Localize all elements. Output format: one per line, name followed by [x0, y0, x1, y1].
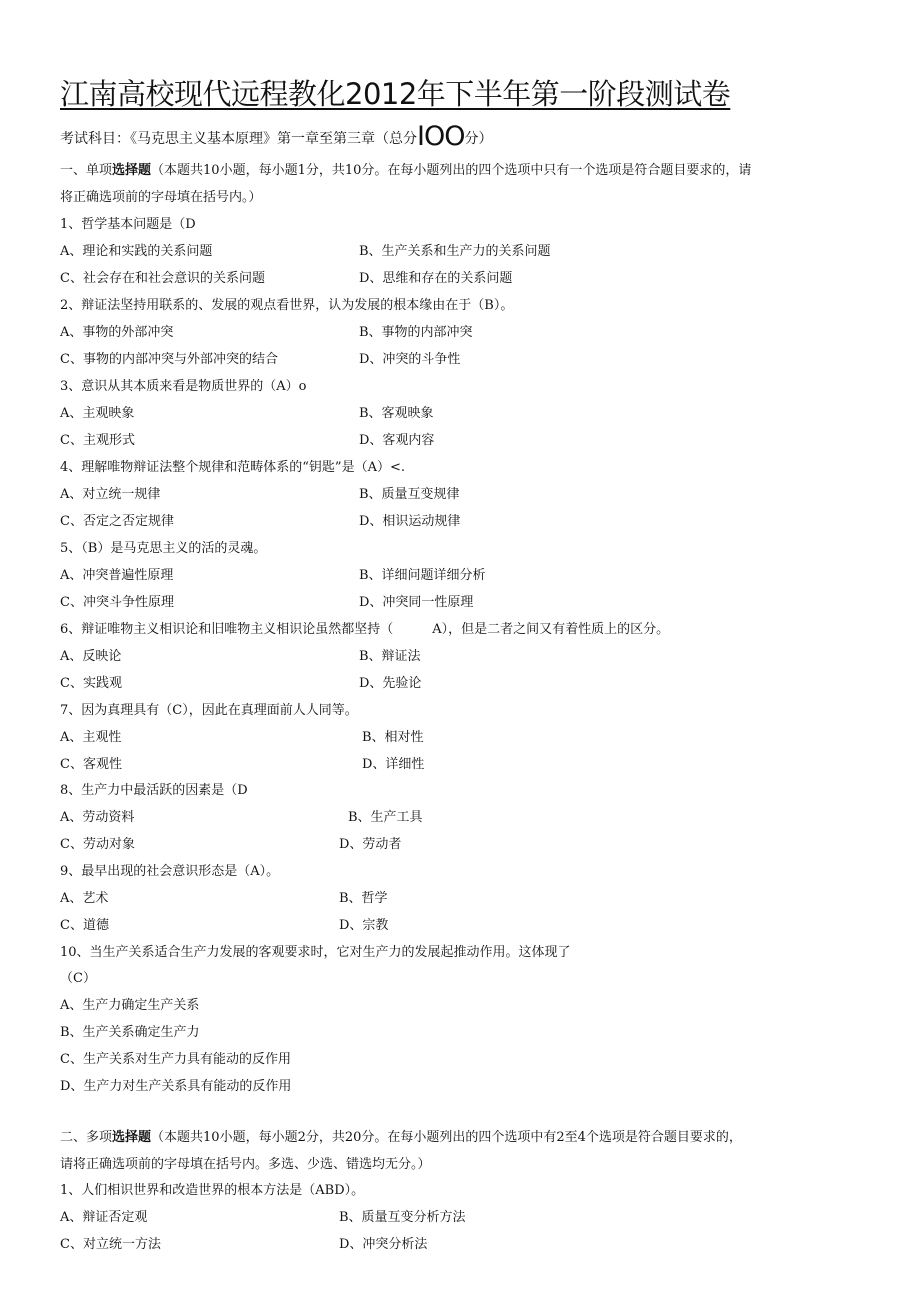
q4-option-b: B、质量互变规律 — [359, 487, 460, 502]
q7-option-b: B、相对性 — [362, 730, 424, 745]
q1-option-a: A、理论和实践的关系问题 — [60, 244, 213, 259]
q7-option-c: C、客观性 — [60, 757, 122, 772]
q6-option-a: A、反映论 — [60, 649, 122, 664]
s2q1-option-d: D、冲突分析法 — [339, 1237, 428, 1252]
question-10: 10、当生产关系适合生产力发展的客观要求时，它对生产力的发展起推动作用。这体现了 — [60, 945, 571, 960]
q8-option-c: C、劳动对象 — [60, 837, 135, 852]
question-6: 6、辩证唯物主义相识论和旧唯物主义相识论虽然都坚持（ A），但是二者之间又有着性质上的区分。 — [60, 622, 670, 637]
exam-subject — [60, 122, 492, 154]
q10-option-c: C、生产关系对生产力具有能动的反作用 — [60, 1052, 291, 1067]
section2-header — [60, 1128, 742, 1148]
q3-option-c: C、主观形式 — [60, 433, 135, 448]
section1-prefix: 一、单项 — [60, 163, 113, 178]
q4-option-a: A、对立统一规律 — [60, 487, 161, 502]
q5-option-b: B、详细问题详细分析 — [359, 568, 486, 583]
question-5: 5、（B）是马克思主义的活的灵魂。 — [60, 541, 267, 556]
q10-option-b: B、生产关系确定生产力 — [60, 1025, 200, 1040]
q5-option-c: C、冲突斗争性原理 — [60, 595, 174, 610]
section2-keyword: 选择题 — [112, 1130, 152, 1145]
section1-header — [60, 161, 751, 181]
total-score: IOO — [417, 121, 465, 152]
q8-option-a: A、劳动资料 — [60, 810, 135, 825]
q7-option-a: A、主观性 — [60, 730, 122, 745]
section1-desc-cont: 将正确选项前的字母填在括号内。） — [60, 190, 262, 205]
q1-option-b: B、生产关系和生产力的关系问题 — [359, 244, 551, 259]
q2-option-b: B、事物的内部冲突 — [359, 325, 473, 340]
question-7: 7、因为真理具有（C），因此在真理面前人人同等。 — [60, 703, 358, 718]
section1-desc: （本题共10小题，每小题1分，共10分。在每小题列出的四个选项中只有一个选项是符合题目要求的，请 — [151, 163, 752, 178]
question-1: 1、哲学基本问题是（D — [60, 217, 196, 232]
q6-option-d: D、先验论 — [359, 676, 422, 691]
section2-desc: （本题共10小题，每小题2分，共20分。在每小题列出的四个选项中有2至4个选项是符合题目要求的， — [151, 1130, 742, 1145]
section2-desc-cont: 请将正确选项前的字母填在括号内。多选、少选、错选均无分。） — [60, 1157, 431, 1172]
s2q1-option-b: B、质量互变分析方法 — [339, 1210, 466, 1225]
q9-option-b: B、哲学 — [339, 891, 388, 906]
q4-option-d: D、相识运动规律 — [359, 514, 461, 529]
question-4: 4、理解唯物辩证法整个规律和范畴体系的“钥匙”是（A）<. — [60, 460, 405, 475]
q6-option-b: B、辩证法 — [359, 649, 421, 664]
q9-option-a: A、艺术 — [60, 891, 109, 906]
section1-keyword: 选择题 — [112, 163, 152, 178]
q8-option-d: D、劳动者 — [339, 837, 402, 852]
s2q1-option-a: A、辩证否定观 — [60, 1210, 148, 1225]
q5-option-a: A、冲突普遍性原理 — [60, 568, 174, 583]
q6-option-c: C、实践观 — [60, 676, 122, 691]
q4-option-c: C、否定之否定规律 — [60, 514, 174, 529]
s2q1-option-c: C、对立统一方法 — [60, 1237, 161, 1252]
question-10-answer: （C） — [60, 971, 96, 986]
q3-option-b: B、客观映象 — [359, 406, 434, 421]
q3-option-a: A、主观映象 — [60, 406, 135, 421]
section2-prefix: 二、多项 — [60, 1130, 113, 1145]
q5-option-d: D、冲突同一性原理 — [359, 595, 474, 610]
q2-option-d: D、冲突的斗争性 — [359, 352, 461, 367]
question-9: 9、最早出现的社会意识形态是（A）。 — [60, 864, 280, 879]
q10-option-d: D、生产力对生产关系具有能动的反作用 — [60, 1079, 292, 1094]
q9-option-d: D、宗教 — [339, 918, 389, 933]
document-title: 江南高校现代远程教化2012年下半年第一阶段测试卷 — [60, 77, 731, 111]
q10-option-a: A、生产力确定生产关系 — [60, 998, 200, 1013]
subject-prefix: 考试科目：《马克思主义基本原理》第一章至第三章（总分 — [60, 131, 417, 147]
question-3: 3、意识从其本质来看是物质世界的（A）o — [60, 379, 307, 394]
subject-suffix: 分） — [464, 131, 493, 147]
q2-option-c: C、事物的内部冲突与外部冲突的结合 — [60, 352, 278, 367]
q1-option-c: C、社会存在和社会意识的关系问题 — [60, 271, 265, 286]
q1-option-d: D、思维和存在的关系问题 — [359, 271, 513, 286]
question-8: 8、生产力中最活跃的因素是（D — [60, 783, 248, 798]
q2-option-a: A、事物的外部冲突 — [60, 325, 174, 340]
q9-option-c: C、道德 — [60, 918, 109, 933]
question-2: 2、辩证法坚持用联系的、发展的观点看世界，认为发展的根本缘由在于（B）。 — [60, 298, 514, 313]
q7-option-d: D、详细性 — [362, 757, 425, 772]
q8-option-b: B、生产工具 — [348, 810, 423, 825]
q3-option-d: D、客观内容 — [359, 433, 435, 448]
s2-question-1: 1、人们相识世界和改造世界的根本方法是（ABD）。 — [60, 1183, 365, 1198]
